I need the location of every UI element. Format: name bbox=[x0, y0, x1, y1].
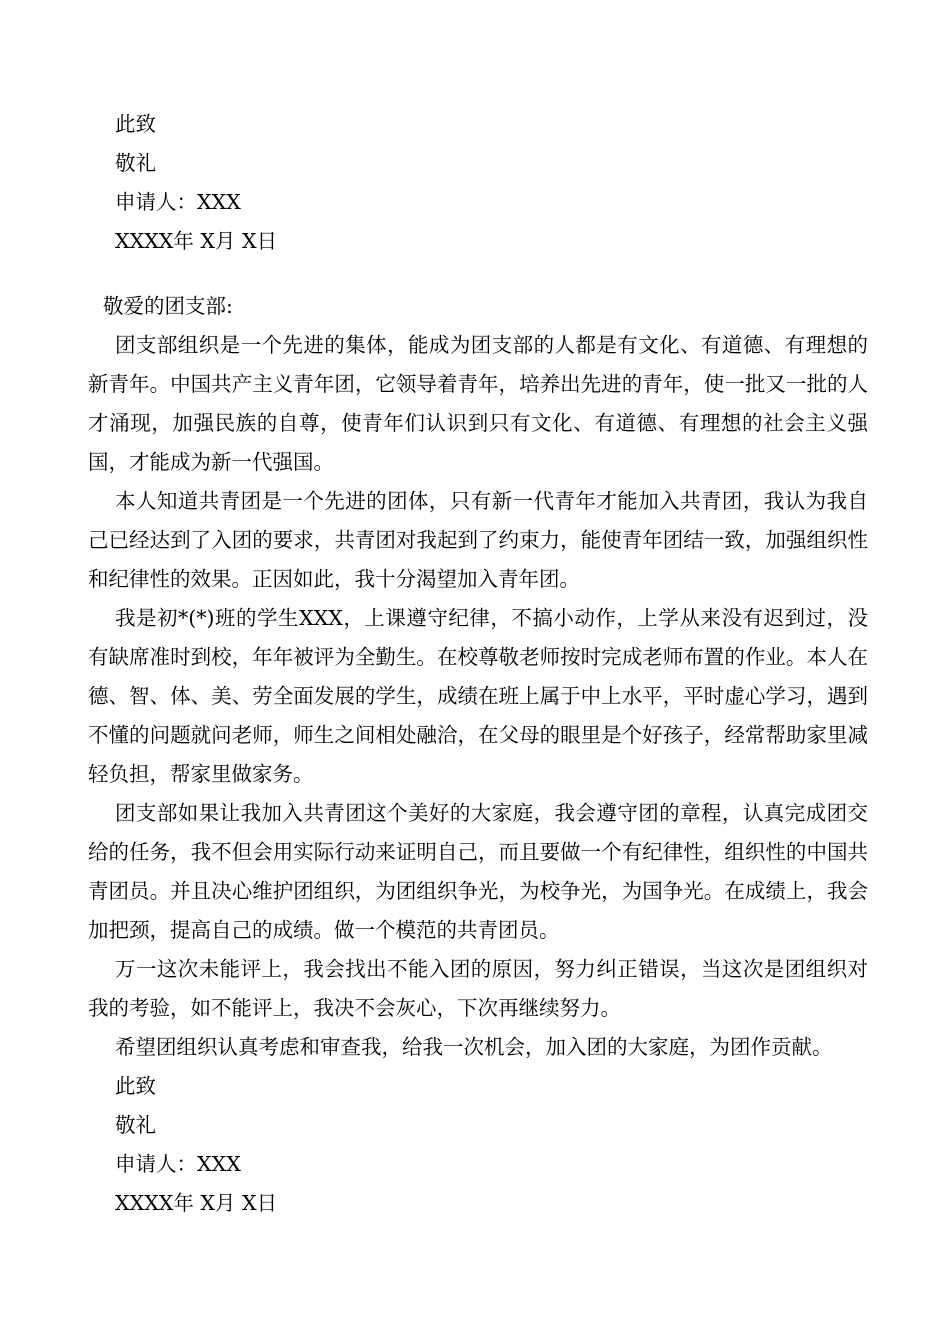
closing-line-cizhi: 此致 bbox=[115, 1074, 156, 1098]
letter-paragraph: 团支部组织是一个先进的集体，能成为团支部的人都是有文化、有道德、有理想的新青年。中国共产主义青年团，它领导着青年，培养出先进的青年，使一批又一批的人才涌现，加强民族的自尊，使青年们认识到只有文化、有道德、有理想的社会主义强国，才能成为新一代强国。 bbox=[88, 333, 868, 474]
applicant-line: 申请人：XXX bbox=[115, 190, 241, 214]
letter-salutation: 敬爱的团支部: bbox=[103, 294, 233, 318]
closing-line-jingli: 敬礼 bbox=[115, 151, 156, 175]
top-closing-block bbox=[88, 105, 868, 261]
date-line: XXXX年 X月 X日 bbox=[115, 229, 278, 253]
letter-paragraph: 万一这次未能评上，我会找出不能入团的原因，努力纠正错误，当这次是团组织对我的考验，如不能评上，我决不会灰心，下次再继续努力。 bbox=[88, 957, 868, 1020]
closing-line-jingli: 敬礼 bbox=[115, 1113, 156, 1137]
letter-paragraph: 希望团组织认真考虑和审查我，给我一次机会，加入团的大家庭，为团作贡献。 bbox=[115, 1035, 833, 1059]
date-line: XXXX年 X月 X日 bbox=[115, 1191, 278, 1215]
applicant-line: 申请人：XXX bbox=[115, 1152, 241, 1176]
letter-paragraph: 我是初*(*)班的学生XXX，上课遵守纪律，不搞小动作，上学从来没有迟到过，没有缺席准时到校，年年被评为全勤生。在校尊敬老师按时完成老师布置的作业。本人在德、智、体、美、劳全面发展的学生，成绩在班上属于中上水平，平时虚心学习，遇到不懂的问题就问老师，师生之间相处融洽，在父母的眼里是个好孩子，经常帮助家里减轻负担，帮家里做家务。 bbox=[88, 606, 868, 786]
application-letter bbox=[88, 287, 868, 1223]
letter-paragraph: 本人知道共青团是一个先进的团体，只有新一代青年才能加入共青团，我认为我自己已经达到了入团的要求，共青团对我起到了约束力，能使青年团结一致，加强组织性和纪律性的效果。正因如此，我十分渴望加入青年团。 bbox=[88, 489, 868, 591]
letter-paragraph: 团支部如果让我加入共青团这个美好的大家庭，我会遵守团的章程，认真完成团交给的任务，我不但会用实际行动来证明自己，而且要做一个有纪律性，组织性的中国共青团员。并且决心维护团组织，为团组织争光，为校争光，为国争光。在成绩上，我会加把颈，提高自己的成绩。做一个模范的共青团员。 bbox=[88, 801, 868, 942]
closing-line-cizhi: 此致 bbox=[115, 112, 156, 136]
